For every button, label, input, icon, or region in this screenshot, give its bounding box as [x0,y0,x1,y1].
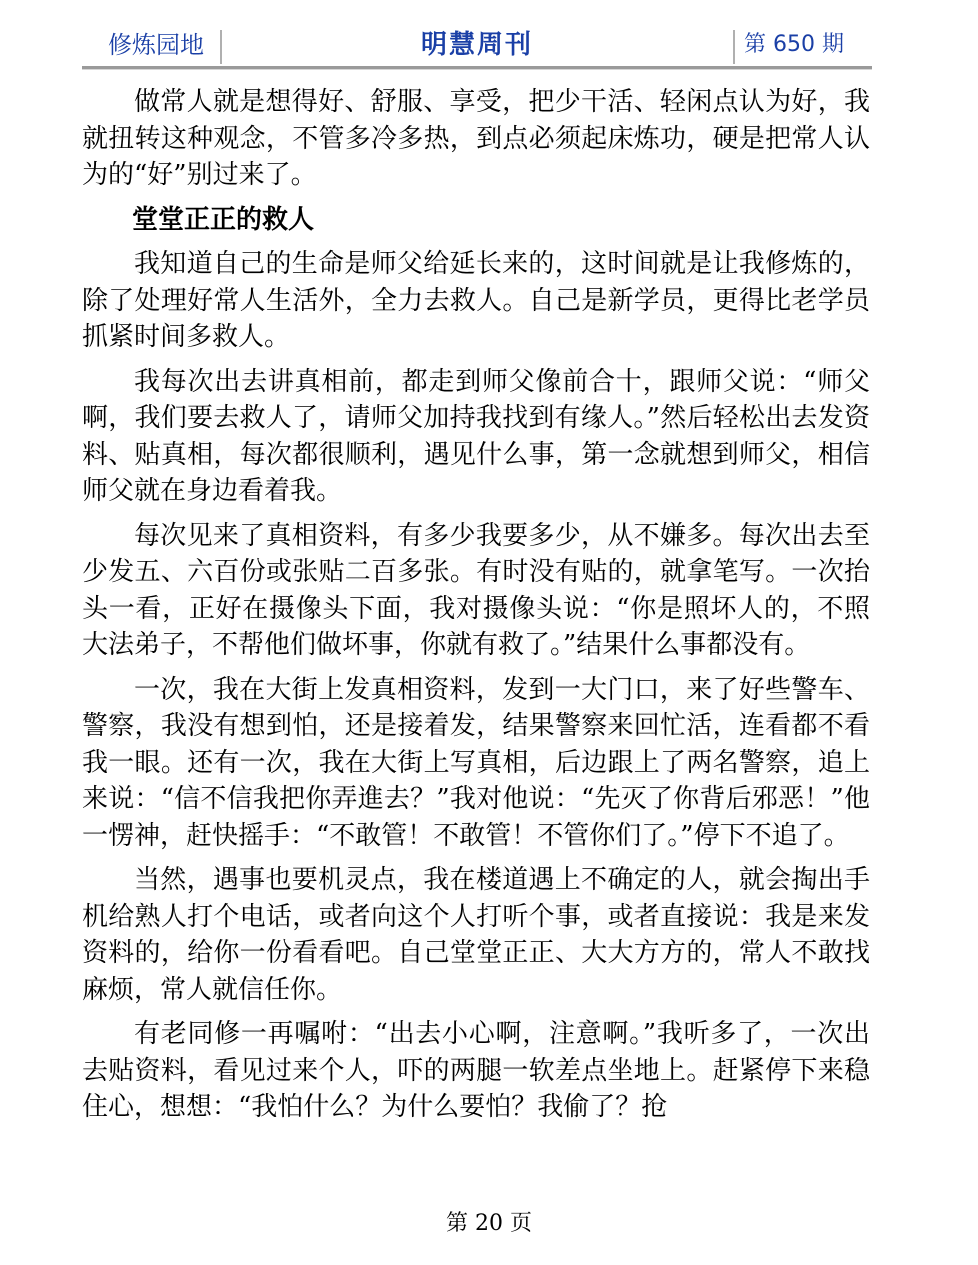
paragraph: 我知道自己的生命是师父给延长来的，这时间就是让我修炼的，除了处理好常人生活外，全力去救人。自己是新学员，更得比老学员抓紧时间多救人。 [82,249,870,352]
publication-title: 明慧周刊 [420,30,533,60]
page-header [82,22,872,68]
paragraph: 我每次出去讲真相前，都走到师父像前合十，跟师父说：“师父啊，我们要去救人了，请师父加持我找到有缘人。”然后轻松出去发资料、贴真相，每次都很顺利，遇见什么事，第一念就想到师父，相信师父就在身边看着我。 [82,366,870,506]
paragraph: 一次，我在大街上发真相资料，发到一大门口，来了好些警车、警察，我没有想到怕，还是接着发，结果警察来回忙活，连看都不看我一眼。还有一次，我在大街上写真相，后边跟上了两名警察，追上来说：“信不信我把你弄進去？”我对他说：“先灭了你背后邪恶！”他一愣神，赶快摇手：“不敢管！不敢管！不管你们了。”停下不追了。 [82,674,870,851]
section-title: 修炼园地 [108,31,204,59]
paragraph: 每次见来了真相资料，有多少我要多少，从不嫌多。每次出去至少发五、六百份或张贴二百多张。有时没有贴的，就拿笔写。一次抬头一看，正好在摄像头下面，我对摄像头说：“你是照坏人的，不照大法弟子，不帮他们做坏事，你就有救了。”结果什么事都没有。 [82,520,870,660]
paragraph: 有老同修一再嘱咐：“出去小心啊，注意啊。”我听多了，一次出去贴资料，看见过来个人，吓的两腿一软差点坐地上。赶紧停下来稳住心，想想：“我怕什么？为什么要怕？我偷了？抢 [82,1019,870,1122]
article-body [82,84,870,1134]
paragraph: 当然，遇事也要机灵点，我在楼道遇上不确定的人，就会掏出手机给熟人打个电话，或者向这个人打听个事，或者直接说：我是来发资料的，给你一份看看吧。自己堂堂正正、大大方方的，常人不敢找麻烦，常人就信任你。 [82,865,870,1005]
paragraph: 做常人就是想得好、舒服、享受，把少干活、轻闲点认为好，我就扭转这种观念，不管多冷多热，到点必须起床炼功，硬是把常人认为的“好”别过来了。 [82,87,870,190]
header-divider-right [733,30,735,64]
header-rule [82,66,872,70]
section-subheading: 堂堂正正的救人 [132,204,315,235]
issue-number: 第 650 期 [744,32,844,57]
page-number: 第 20 页 [446,1211,532,1236]
